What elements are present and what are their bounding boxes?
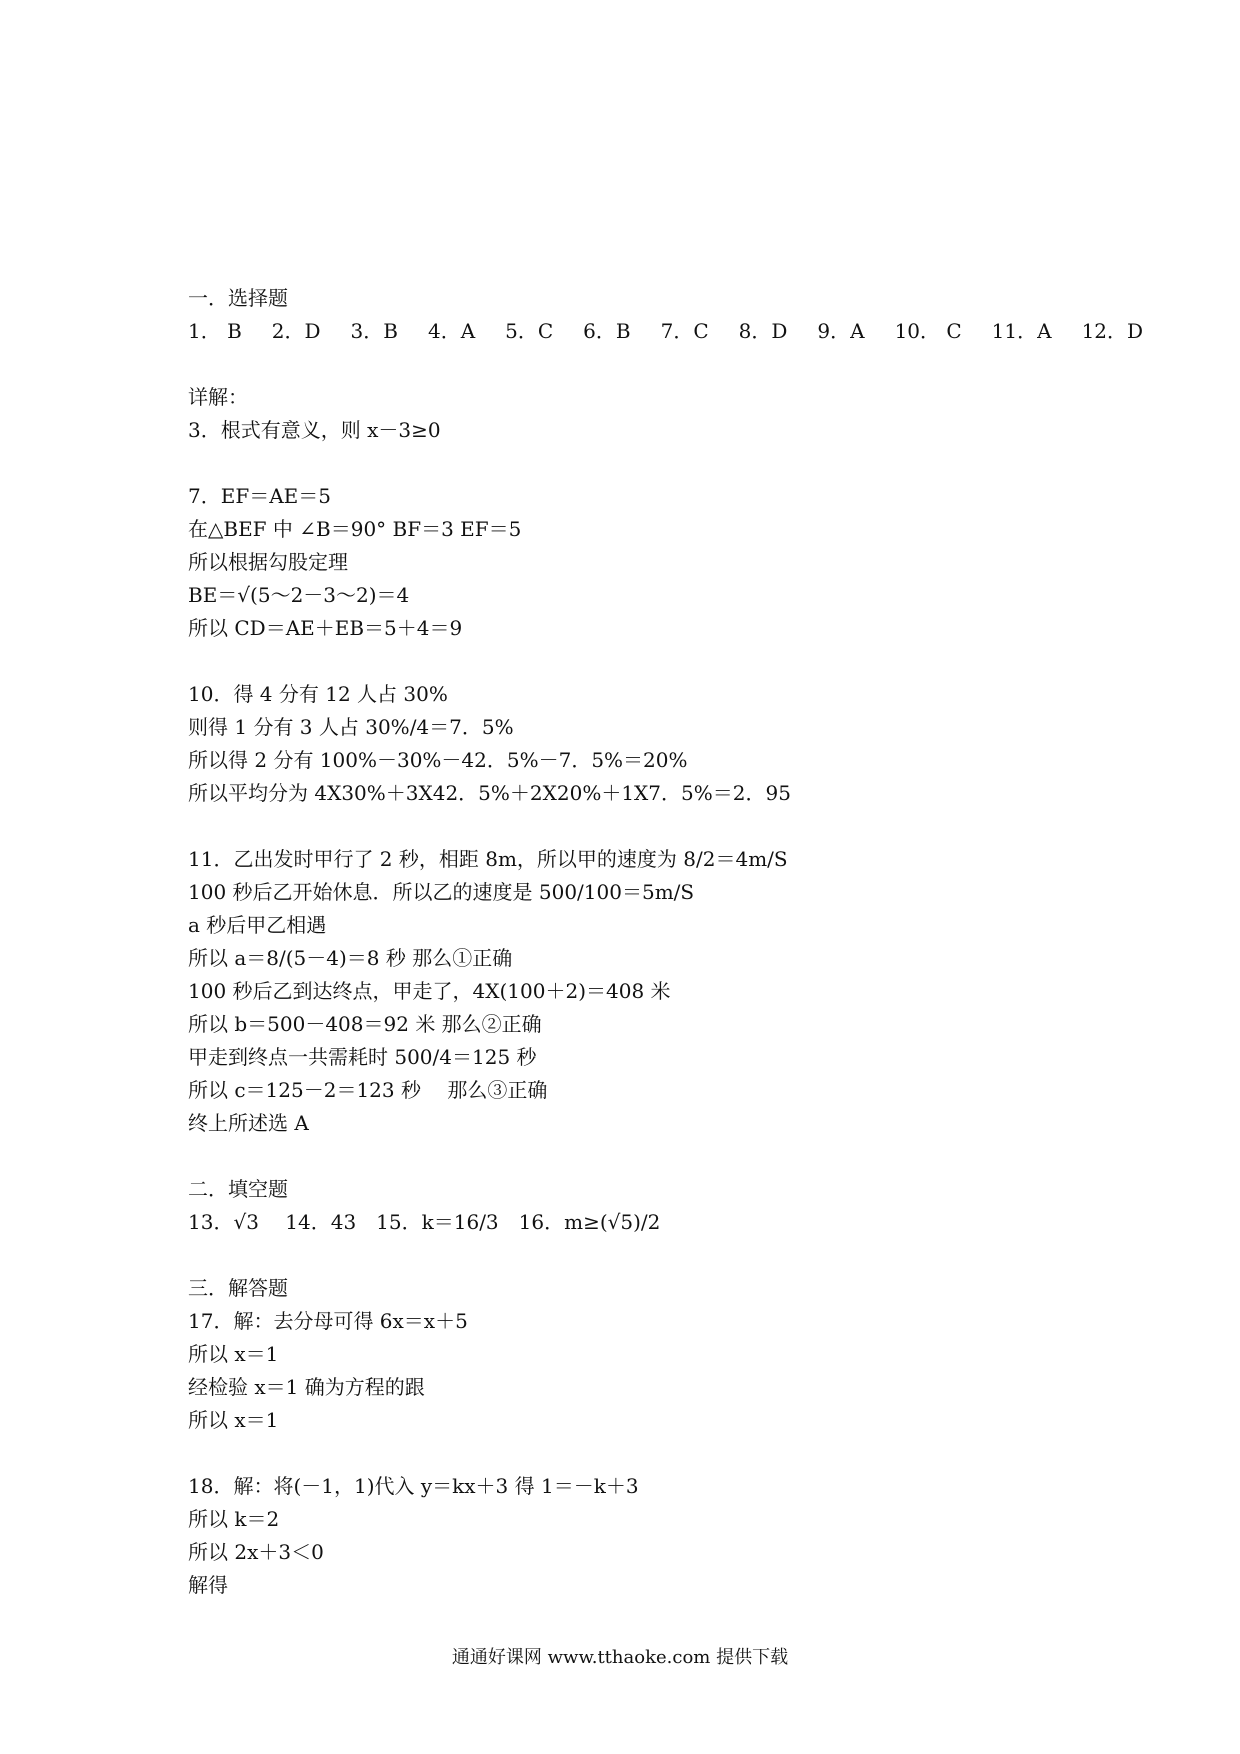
answer-11: 11．A [991,319,1052,343]
q10-line: 10．得 4 分有 12 人占 30% [188,682,448,706]
q18-line: 18．解：将(－1，1)代入 y＝kx＋3 得 1＝－k＋3 [188,1474,639,1498]
q3-line: 3．根式有意义，则 x－3≥0 [188,418,441,442]
q11-line: a 秒后甲乙相遇 [188,913,327,937]
q7-line: BE＝√(5～2－3～2)＝4 [188,583,410,607]
fill-answers: 13．√3 14．43 15．k＝16/3 16．m≥(√5)/2 [188,1210,661,1234]
answer-6: 6．B [583,319,631,343]
q11-line: 所以 a＝8/(5－4)＝8 秒 那么①正确 [188,946,513,970]
explain-heading: 详解： [188,385,248,409]
section2-heading: 二．填空题 [188,1177,288,1201]
answer-1: 1． B [188,319,242,343]
q18-line: 解得 [188,1573,228,1597]
q10-line: 则得 1 分有 3 人占 30%/4＝7．5% [188,715,514,739]
section1-heading: 一．选择题 [188,286,288,310]
q11-line: 所以 b＝500－408＝92 米 那么②正确 [188,1012,542,1036]
q11-line: 11．乙出发时甲行了 2 秒，相距 8m，所以甲的速度为 8/2＝4m/S [188,847,788,871]
q11-line: 终上所述选 A [188,1111,309,1135]
answer-12: 12．D [1081,319,1144,343]
q17-line: 所以 x＝1 [188,1408,279,1432]
q11-line: 甲走到终点一共需耗时 500/4＝125 秒 [188,1045,537,1069]
answer-7: 7．C [660,319,709,343]
choice-answers [188,315,1144,348]
q17-line: 所以 x＝1 [188,1342,279,1366]
q11-line: 所以 c＝125－2＝123 秒 那么③正确 [188,1078,548,1102]
answer-4: 4．A [427,319,476,343]
q17-line: 17．解：去分母可得 6x＝x＋5 [188,1309,468,1333]
q17-line: 经检验 x＝1 确为方程的跟 [188,1375,425,1399]
answer-9: 9．A [817,319,865,343]
answer-8: 8．D [738,319,788,343]
page-footer: 通通好课网 www.tthaoke.com 提供下载 [451,1647,789,1668]
answer-3: 3．B [350,319,398,343]
answer-5: 5．C [505,319,554,343]
q7-line: 所以 CD＝AE＋EB＝5＋4＝9 [188,616,463,640]
q18-line: 所以 2x＋3＜0 [188,1540,324,1564]
q11-line: 100 秒后乙到达终点，甲走了，4X(100＋2)＝408 米 [188,979,671,1003]
q7-line: 7．EF＝AE＝5 [188,484,331,508]
q10-line: 所以平均分为 4X30%＋3X42．5%＋2X20%＋1X7．5%＝2．95 [188,781,791,805]
q10-line: 所以得 2 分有 100%－30%－42．5%－7．5%＝20% [188,748,688,772]
answer-10: 10． C [894,319,962,343]
q18-line: 所以 k＝2 [188,1507,280,1531]
section3-heading: 三．解答题 [188,1276,288,1300]
document-content [188,282,1144,1602]
answer-2: 2．D [271,319,321,343]
q11-line: 100 秒后乙开始休息．所以乙的速度是 500/100＝5m/S [188,880,695,904]
q7-line: 在△BEF 中 ∠B＝90° BF＝3 EF＝5 [188,517,522,541]
q7-line: 所以根据勾股定理 [188,550,348,574]
